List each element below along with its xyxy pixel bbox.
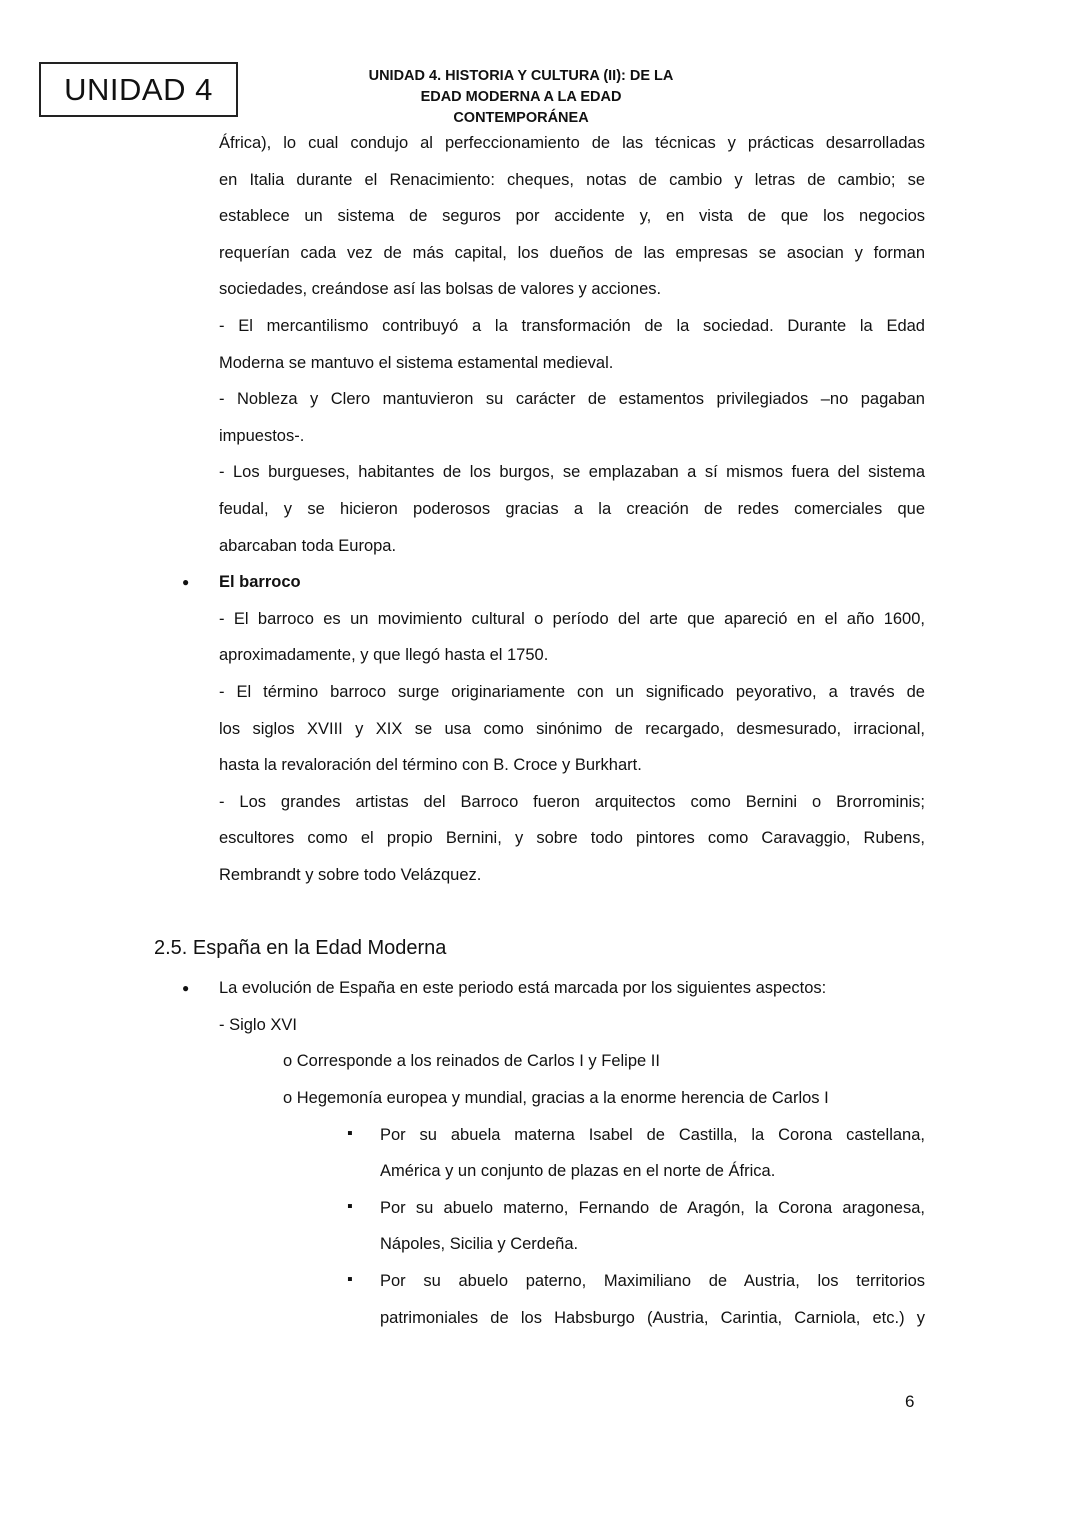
sub-list-item: o Hegemonía europea y mundial, gracias a la enorme herencia de Carlos I [283, 1089, 829, 1107]
bullet-icon: ● [182, 981, 190, 996]
square-bullet-icon: ▪ [347, 1124, 353, 1142]
section-heading: 2.5. España en la Edad Moderna [154, 937, 447, 960]
body-text-line: - Nobleza y Clero mantuvieron su carácter de estamentos privilegiados –no pagaban [219, 390, 925, 409]
body-text-line: hasta la revaloración del término con B. Croce y Burkhart. [219, 756, 642, 775]
body-text-line: Rembrandt y sobre todo Velázquez. [219, 866, 482, 884]
square-list-continuation: Nápoles, Sicilia y Cerdeña. [380, 1235, 579, 1254]
square-list-continuation: América y un conjunto de plazas en el norte de África. [380, 1162, 776, 1181]
section-bullet-title: El barroco [219, 573, 301, 592]
document-header-title [340, 66, 702, 129]
body-text-line: Moderna se mantuvo el sistema estamental medieval. [219, 353, 614, 372]
body-text-line: - Los burgueses, habitantes de los burgos, se emplazaban a sí mismos fuera del sistema [219, 463, 925, 482]
sub-list-item: o Corresponde a los reinados de Carlos I y Felipe II [283, 1052, 660, 1071]
body-text-line: impuestos-. [219, 426, 305, 445]
square-bullet-icon: ▪ [347, 1197, 353, 1215]
page-number: 6 [905, 1392, 915, 1411]
square-list-item: Por su abuelo paterno, Maximiliano de Austria, los territorios [380, 1272, 925, 1290]
body-text-line: - Siglo XVI [219, 1015, 297, 1034]
header-title-line: EDAD MODERNA A LA EDAD [420, 89, 622, 105]
header-title-line: UNIDAD 4. HISTORIA Y CULTURA (II): DE LA [368, 68, 674, 84]
body-text-line: - El mercantilismo contribuyó a la transformación de la sociedad. Durante la Edad [219, 317, 925, 335]
square-list-continuation: patrimoniales de los Habsburgo (Austria, Carintia, Carniola, etc.) y [380, 1308, 925, 1327]
body-text-line: África), lo cual condujo al perfeccionamiento de las técnicas y prácticas desarrolladas [219, 134, 925, 152]
bullet-icon: ● [182, 575, 190, 590]
body-text-line: los siglos XVIII y XIX se usa como sinónimo de recargado, desmesurado, irracional, [219, 719, 925, 738]
body-text-line: - Los grandes artistas del Barroco fueron arquitectos como Bernini o Brorrominis; [219, 792, 925, 811]
body-text-line: - El barroco es un movimiento cultural o período del arte que apareció en el año 1600, [219, 609, 925, 628]
body-text-line: en Italia durante el Renacimiento: cheques, notas de cambio y letras de cambio; se [219, 170, 925, 189]
body-text-line: establece un sistema de seguros por accidente y, en vista de que los negocios [219, 207, 925, 226]
body-text-line: escultores como el propio Bernini, y sobre todo pintores como Caravaggio, Rubens, [219, 829, 925, 848]
body-text-line: requerían cada vez de más capital, los dueños de las empresas se asocian y forman [219, 243, 925, 262]
header-title-line: CONTEMPORÁNEA [453, 110, 589, 126]
unit-label-box: UNIDAD 4 [39, 62, 238, 117]
body-text-line: aproximadamente, y que llegó hasta el 1750. [219, 646, 549, 665]
body-text-line: - El término barroco surge originariamente con un significado peyorativo, a través de [219, 683, 925, 701]
square-list-item: Por su abuela materna Isabel de Castilla, la Corona castellana, [380, 1125, 925, 1144]
bullet-text-line: La evolución de España en este periodo está marcada por los siguientes aspectos: [219, 979, 827, 998]
body-text-line: sociedades, creándose así las bolsas de valores y acciones. [219, 280, 662, 299]
body-text-line: feudal, y se hicieron poderosos gracias a la creación de redes comerciales que [219, 500, 925, 518]
square-bullet-icon: ▪ [347, 1271, 353, 1288]
square-list-item: Por su abuelo materno, Fernando de Aragón, la Corona aragonesa, [380, 1198, 925, 1217]
body-text-line: abarcaban toda Europa. [219, 536, 397, 555]
